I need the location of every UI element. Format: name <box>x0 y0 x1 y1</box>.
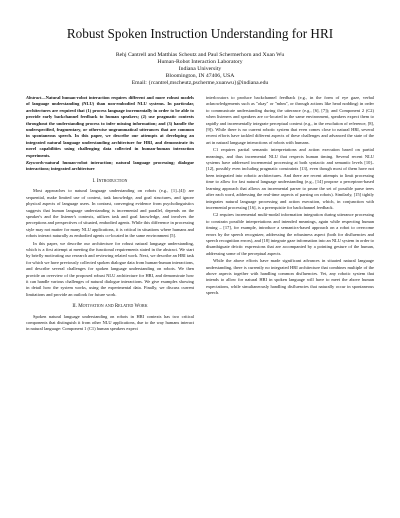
paper-title: Robust Spoken Instruction Understanding for HRI <box>66 26 334 41</box>
keywords-label: Keywords <box>26 160 44 166</box>
keywords-text: -natural human-robot interaction; natural language processing; dialogue interactions; integrated architecture <box>26 160 194 172</box>
section-heading-motivation: II. Motivation and Related Work <box>72 304 148 310</box>
right-paragraph-3: C2 requires incremental multi-modal information integration during utterance processing to constrain possible interpretations and intended meanings, again while respecting human timing – [17], for example, introduce a semantics-based approach on a robot to overcome errors by the speech recognizer, addressing the robustness aspect (both for disfluencies and speech recognition errors), and [18] integrate gaze information into an NLU system in order to disambiguate deictic expressions that are accompanied by a pointing gesture of the human, addressing some of the perceptual aspects. <box>206 212 374 256</box>
author-email: Email: {rcantrel,mscheutz,pscherme,xuanwu}@indiana.edu <box>131 80 269 86</box>
right-paragraph-2: C1 requires partial semantic interpretations and action execution based on partial meanings, and thus incremental NLU that respects human timing. Several recent NLU systems have addressed incremental processing at both syntactic and semantic levels [10]–[12], possibly even including pragmatic constraints [13], even though most of them have not been integrated into robotic architectures. And there are recent attempts to limit processing time to allow for fast natural language understanding (e.g., [14] propose a perceptron-based learning approach that allows an incremental parser to prune the set of possible parse trees after each word, addressing the real-time aspects of parsing on robots). Similarly, [15] tightly integrates natural language processing and action execution, which, in conjunction with incremental processing [16], is a prerequisite for backchannel feedback. <box>206 147 374 210</box>
abstract-label: Abstract <box>26 95 42 100</box>
right-paragraph-1: interlocutors to produce backchannel feedback (e.g., in the form of eye gaze, verbal acknowledgements such as "okay" or "mhm", or through actions like head nodding) in order to communicate understanding during the utterance (e.g., [6], [7]); and Component 2 (C2) when listeners and speakers are co-located in the same environment, speakers expect them to rapidly and incrementally integrate perceptual context (e.g., in the resolution of reference, [8], [9]). While there is no current robotic system that even comes close to natural HRI, several recent efforts have tackled different aspects of these challenges and advanced the state of the art in natural language interactions of robots with humans. <box>206 95 374 145</box>
intro-paragraph-1: Most approaches to natural language understanding on robots (e.g., [1]–[4]) are sequential, make limited use of context, task knowledge, and goal structures, and ignore physical aspects of language users. In contrast, converging evidence from psycholinguistics suggests that human language understanding is incremental and parallel, depends on the speaker's and the listener's contexts, utilizes task and goal knowledge, and involves the perceptions and perspectives of situated, embodied agents. While this difference in processing style may not matter for many NLU applications, it is critical in situations where humans and robots interact naturally as embodied agents co-located in the same environment [5]. <box>26 188 194 239</box>
motivation-paragraph-1: Spoken natural language understanding on robots in HRI contexts has two critical components that distinguish it from other NLU applications, due to the way humans interact in natural language: Component 1 (C1) human speakers expect <box>26 313 194 332</box>
abstract <box>26 95 194 159</box>
author-location: Bloomington, IN 47406, USA <box>165 73 235 79</box>
author-names: Rehj Cantrell and Matthias Scheutz and Paul Schermerhorn and Xuan Wu <box>115 52 285 58</box>
keywords <box>26 160 194 173</box>
section-heading-introduction: I. Introduction <box>92 178 128 184</box>
author-university: Indiana University <box>178 66 222 72</box>
left-column <box>26 95 194 334</box>
author-lab: Human-Robot Interaction Laboratory <box>157 59 243 65</box>
two-column-body <box>26 95 374 334</box>
intro-paragraph-2: In this paper, we describe our architecture for robust natural language understanding, which is a first attempt at meeting the functional requirements stated in the abstract. We start by briefly motivating our research and reviewing related work. Next, we describe an HRI task for which we have previously collected spoken dialogue data from human-human interactions, and describe several challenges for spoken language understanding on robots. We then provide an overview of the proposed robust NLU architecture for HRI, and demonstrate how it can handle various challenges of natural dialogue interactions. We give examples showing in detail how the system works, using the experimental data. Finally, we discuss current limitations and provide an outlook for future work. <box>26 240 194 297</box>
right-paragraph-4: While the above efforts have made significant advances in situated natural language understanding, there is currently no integrated HRI architecture that combines multiple of the above aspects together with handling common disfluencies. Yet, any robotic system that intends to allow for natural HRI in spoken language will have to meet the above human expectations, while simultaneously handling disfluencies that naturally occur in spontaneous speech. <box>206 258 374 296</box>
abstract-text: —Natural human-robot interaction requires different and more robust models of language understanding (NLU) than non-embodied NLU systems. In particular, architectures are required that (1) process language incrementally in order to be able to provide early backchannel feedback to human speakers; (2) use pragmatic contexts throughout the understanding process to infer missing information; and (3) handle the underspecified, fragmentary, or otherwise ungrammatical utterances that are common in spontaneous speech. In this paper, we describe our attempts at developing an integrated natural language understanding architecture for HRI, and demonstrate its novel capabilities using challenging data collected in human-human interaction experiments. <box>26 95 194 158</box>
author-block <box>26 52 374 87</box>
right-column <box>206 95 374 334</box>
